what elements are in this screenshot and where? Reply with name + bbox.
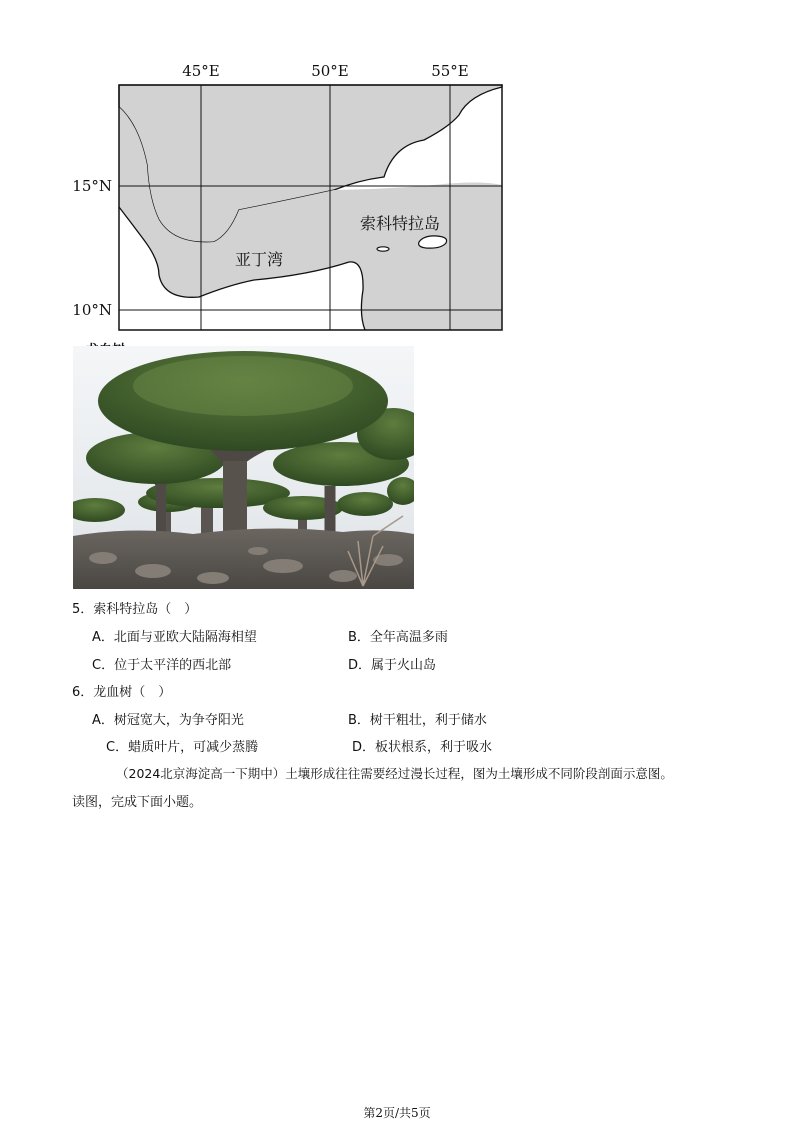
page-footer: 第2页/共5页 <box>363 1106 431 1120</box>
lat-label-15n: 15°N <box>72 177 112 195</box>
dragon-blood-tree-photo <box>73 346 414 589</box>
question-5-option-b: B．全年高温多雨 <box>348 630 448 645</box>
question-5-option-a: A．北面与亚欧大陆隔海相望 <box>92 630 257 645</box>
abd-al-kuri-islet <box>377 247 389 251</box>
intro-line-1: （2024北京海淀高一下期中）土壤形成往往需要经过漫长过程，图为土壤形成不同阶段剖面示意图。 <box>116 766 673 781</box>
question-5-option-d: D．属于火山岛 <box>348 658 437 673</box>
lon-label-45e: 45°E <box>182 62 220 80</box>
question-6-option-c: C．蜡质叶片，可减少蒸腾 <box>106 740 259 755</box>
question-6-option-a: A．树冠宽大，为争夺阳光 <box>92 713 244 728</box>
question-5-stem: 5．索科特拉岛（ ） <box>72 602 198 617</box>
question-6-option-d: D．板状根系，利于吸水 <box>352 740 493 755</box>
intro-line-2: 读图，完成下面小题。 <box>72 795 203 810</box>
label-socotra: 索科特拉岛 <box>360 214 441 233</box>
question-6-stem: 6．龙血树（ ） <box>72 685 172 700</box>
question-6-option-b: B．树干粗壮，利于储水 <box>348 713 487 728</box>
question-5-option-c: C．位于太平洋的西北部 <box>92 658 232 673</box>
label-gulf-of-aden: 亚丁湾 <box>235 250 284 269</box>
map-figure <box>60 50 520 340</box>
lat-label-10n: 10°N <box>72 301 112 319</box>
lon-label-50e: 50°E <box>311 62 349 80</box>
lon-label-55e: 55°E <box>431 62 469 80</box>
